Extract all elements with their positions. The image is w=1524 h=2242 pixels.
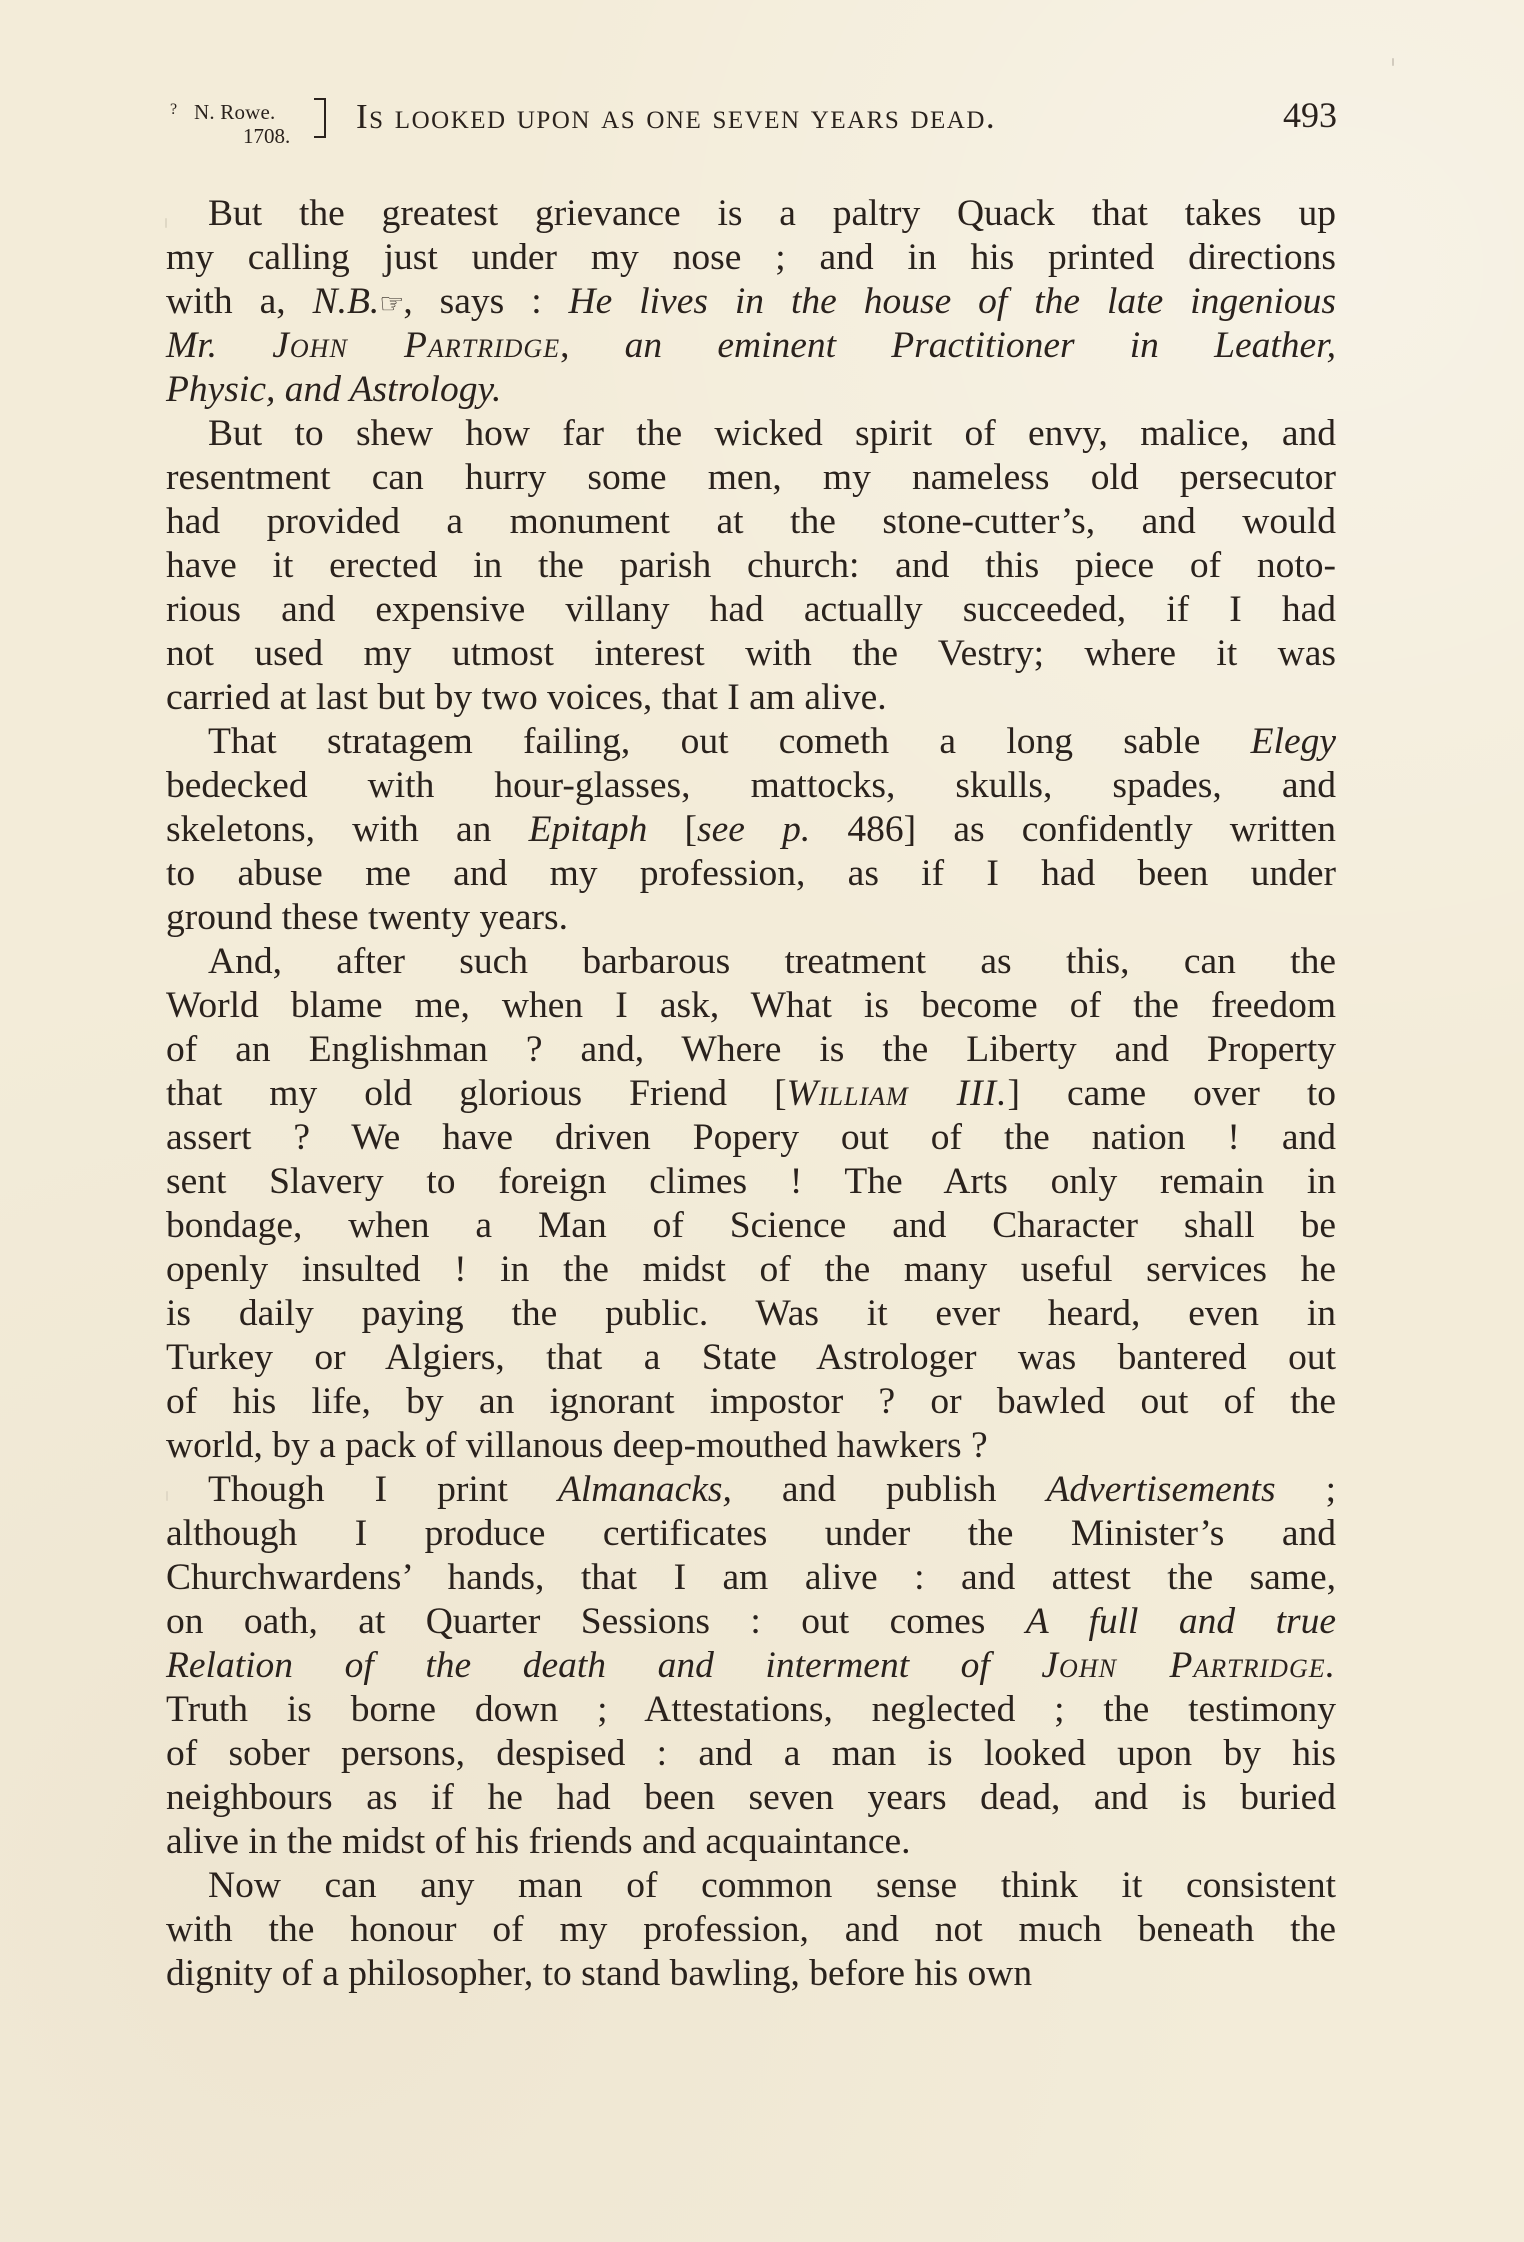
text-segment: skeletons, with an <box>166 809 529 850</box>
text-line <box>166 1556 1336 1600</box>
text-segment: to abuse me and my profession, as if I had been under <box>166 853 1336 894</box>
text-line <box>166 412 1336 456</box>
text-line <box>166 324 1336 368</box>
text-segment: of his life, by an ignorant impostor ? or bawled out of the <box>166 1381 1336 1422</box>
text-line <box>166 1600 1336 1644</box>
text-segment: , says : <box>403 281 569 322</box>
text-line <box>166 1160 1336 1204</box>
text-segment: Though I print <box>208 1469 558 1510</box>
text-segment: although I produce certificates under the Minister’s and <box>166 1513 1336 1554</box>
text-line <box>166 1908 1336 1952</box>
text-segment: Now can any man of common sense think it consistent <box>208 1865 1336 1906</box>
text-segment: [ <box>647 809 698 850</box>
text-line <box>166 500 1336 544</box>
text-segment: dignity of a philosopher, to stand bawling, before his own <box>166 1953 1033 1994</box>
text-line <box>166 1028 1336 1072</box>
text-segment: neighbours as if he had been seven years dead, and is buried <box>166 1777 1336 1818</box>
text-segment: ; <box>1275 1469 1336 1510</box>
header-year: 1708. <box>243 124 291 148</box>
text-segment: openly insulted ! in the midst of the many useful services he <box>166 1249 1336 1290</box>
text-segment: of an Englishman ? and, Where is the Liberty and Property <box>166 1029 1336 1070</box>
text-segment: rious and expensive villany had actually succeeded, if I had <box>166 589 1336 630</box>
text-segment: But to shew how far the wicked spirit of envy, malice, and <box>208 413 1336 454</box>
paper-speck <box>1392 58 1394 66</box>
text-line <box>166 1512 1336 1556</box>
text-line <box>166 1116 1336 1160</box>
text-segment: William III. <box>786 1073 1008 1114</box>
text-line <box>166 236 1336 280</box>
text-line <box>166 1688 1336 1732</box>
text-segment: He lives in the house of the late ingenious <box>568 281 1336 322</box>
text-segment: Mr. <box>166 325 273 366</box>
text-segment: is daily paying the public. Was it ever heard, even in <box>166 1293 1336 1334</box>
text-segment: N.B. <box>312 281 380 322</box>
text-line <box>166 1424 1336 1468</box>
text-segment: But the greatest grievance is a paltry Quack that takes up <box>208 193 1336 234</box>
text-segment: sent Slavery to foreign climes ! The Arts only remain in <box>166 1161 1336 1202</box>
text-line <box>166 896 1336 940</box>
text-line <box>166 764 1336 808</box>
text-segment: Advertisements <box>1046 1469 1276 1510</box>
text-segment: of sober persons, despised : and a man is looked upon by his <box>166 1733 1336 1774</box>
text-segment: alive in the midst of his friends and acquaintance. <box>166 1821 911 1862</box>
text-segment: with the honour of my profession, and not much beneath the <box>166 1909 1336 1950</box>
text-segment: Almanacks, <box>557 1469 732 1510</box>
text-line <box>166 676 1336 720</box>
text-segment: and publish <box>731 1469 1047 1510</box>
text-line <box>166 632 1336 676</box>
text-segment: 486] as confidently written <box>810 809 1336 850</box>
text-segment: an eminent Practitioner in Leather, <box>624 325 1336 366</box>
text-line <box>166 1468 1336 1512</box>
header-question-mark: ? <box>170 101 178 118</box>
text-line <box>166 588 1336 632</box>
text-line <box>166 456 1336 500</box>
text-segment: bedecked with hour-glasses, mattocks, skulls, spades, and <box>166 765 1336 806</box>
text-segment: World blame me, when I ask, What is become of the freedom <box>166 985 1336 1026</box>
text-segment: Churchwardens’ hands, that I am alive : and attest the same, <box>166 1557 1336 1598</box>
text-line <box>166 1864 1336 1908</box>
text-segment: see p. <box>697 809 811 850</box>
text-line <box>166 1248 1336 1292</box>
text-line <box>166 940 1336 984</box>
header-margin-note <box>170 98 332 148</box>
text-segment: ground these twenty years. <box>166 897 568 938</box>
text-line <box>166 280 1336 327</box>
text-segment: world, by a pack of villanous deep-mouthed hawkers ? <box>166 1425 988 1466</box>
text-segment: That stratagem failing, out cometh a long sable <box>208 721 1251 762</box>
text-segment: assert ? We have driven Popery out of the nation ! and <box>166 1117 1336 1158</box>
text-line <box>166 1380 1336 1424</box>
text-segment: resentment can hurry some men, my nameless old persecutor <box>166 457 1336 498</box>
text-line <box>166 1644 1336 1688</box>
text-segment: had provided a monument at the stone-cutter’s, and would <box>166 501 1336 542</box>
text-segment: bondage, when a Man of Science and Character shall be <box>166 1205 1336 1246</box>
text-line <box>166 1776 1336 1820</box>
text-segment: John Partridge <box>272 325 561 366</box>
text-segment: carried at last but by two voices, that I am alive. <box>166 677 887 718</box>
text-line <box>166 1952 1336 1996</box>
text-line <box>166 984 1336 1028</box>
text-segment: not used my utmost interest with the Vestry; where it was <box>166 633 1336 674</box>
text-line <box>166 720 1336 764</box>
text-segment: Elegy <box>1250 721 1336 762</box>
page-number: 493 <box>1283 95 1337 135</box>
text-segment: ] came over to <box>1007 1073 1337 1114</box>
text-segment: A full and true <box>1025 1601 1336 1642</box>
text-segment: Physic, and Astrology. <box>166 369 502 410</box>
text-segment: John Partridge. <box>1041 1645 1336 1686</box>
text-segment: Epitaph <box>528 809 648 850</box>
text-segment: And, after such barbarous treatment as this, can the <box>208 941 1336 982</box>
running-head: Is looked upon as one seven years dead. <box>356 97 997 136</box>
text-segment: Relation of the death and interment of <box>166 1645 1042 1686</box>
page-header <box>170 96 1355 156</box>
text-line <box>166 808 1336 852</box>
text-line <box>166 1292 1336 1336</box>
header-bracket <box>314 98 326 138</box>
text-line <box>166 368 1336 412</box>
text-line <box>166 1072 1336 1116</box>
text-segment: my calling just under my nose ; and in his printed directions <box>166 237 1336 278</box>
text-segment: Truth is borne down ; Attestations, neglected ; the testimony <box>166 1689 1336 1730</box>
text-segment: have it erected in the parish church: and this piece of noto- <box>166 545 1336 586</box>
text-line <box>166 1336 1336 1380</box>
text-line <box>166 1732 1336 1776</box>
text-line <box>166 1820 1336 1864</box>
text-segment: that my old glorious Friend [ <box>166 1073 787 1114</box>
text-segment: ☞ <box>379 289 404 320</box>
text-line <box>166 544 1336 588</box>
text-segment: , <box>560 325 625 366</box>
text-line <box>166 192 1336 236</box>
text-segment: Turkey or Algiers, that a State Astrologer was bantered out <box>166 1337 1336 1378</box>
text-line <box>166 1204 1336 1248</box>
header-author: N. Rowe. <box>194 100 276 124</box>
text-segment: on oath, at Quarter Sessions : out comes <box>166 1601 1026 1642</box>
text-line <box>166 852 1336 896</box>
text-segment: with a, <box>166 281 313 322</box>
body-text <box>166 192 1336 2012</box>
